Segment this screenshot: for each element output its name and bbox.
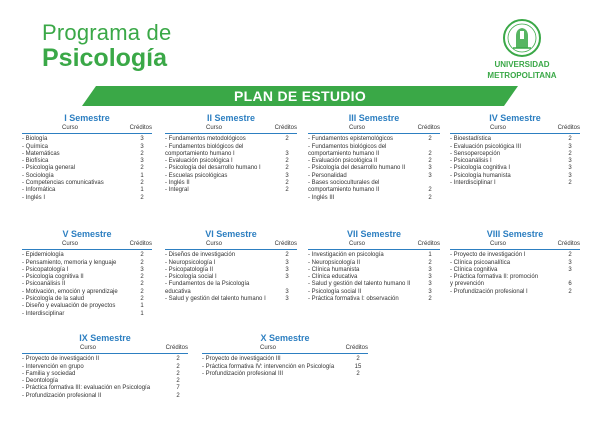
- course-name: - Fundamentos de la Psicología: [165, 281, 250, 288]
- semester-2: [165, 113, 297, 195]
- course-credits: 3: [428, 281, 432, 288]
- course-row: [308, 274, 440, 281]
- credits-col-header: Créditos: [417, 241, 440, 247]
- course-credits: 6: [568, 281, 572, 288]
- course-row: [22, 151, 152, 158]
- course-credits: 3: [140, 158, 144, 165]
- course-row: [202, 364, 368, 371]
- course-name: - Evaluación psicológica II: [308, 158, 378, 165]
- course-name: - Práctica formativa IV: intervención en Psicología: [202, 363, 335, 370]
- course-row: [22, 385, 188, 392]
- course-row: [22, 274, 152, 281]
- course-row: [22, 393, 188, 400]
- course-name: - Diseños de investigación: [165, 252, 236, 259]
- course-row: [308, 165, 440, 172]
- university-seal-icon: [502, 18, 542, 58]
- course-credits: 7: [176, 385, 180, 392]
- course-row: [22, 311, 152, 318]
- course-row: [165, 165, 297, 172]
- course-credits: 2: [285, 136, 289, 143]
- course-row: [450, 173, 580, 180]
- logo-text-line1: UNIVERSIDAD: [494, 60, 550, 69]
- semester-header: [202, 345, 368, 354]
- course-name: - Investigación en psicología: [308, 252, 384, 259]
- course-name: - Clínica educativa: [308, 274, 358, 281]
- course-name: - Bases socioculturales del: [308, 180, 380, 187]
- course-row: [22, 356, 188, 363]
- course-credits: 2: [285, 180, 289, 187]
- course-credits: 3: [428, 172, 432, 179]
- course-credits: 3: [568, 259, 572, 266]
- course-name: - Psicopatología I: [22, 266, 69, 273]
- semester-header: [22, 241, 152, 250]
- course-credits: 2: [176, 356, 180, 363]
- course-name: - Psicología cognitiva I: [450, 165, 511, 172]
- course-name: y prevención: [450, 281, 485, 288]
- course-credits: 2: [140, 274, 144, 281]
- course-credits: 2: [428, 259, 432, 266]
- course-list: [450, 252, 580, 296]
- course-credits: [420, 180, 440, 187]
- course-credits: 3: [568, 165, 572, 172]
- course-credits: [277, 144, 297, 151]
- course-name: - Personalidad: [308, 172, 347, 179]
- course-name: - Sociología: [22, 172, 54, 179]
- course-row: [450, 151, 580, 158]
- course-row: [22, 173, 152, 180]
- course-name: - Clínica cognitiva: [450, 266, 498, 273]
- course-row: [450, 165, 580, 172]
- course-row: [450, 180, 580, 187]
- course-row: [165, 252, 297, 259]
- course-credits: 15: [354, 363, 362, 370]
- course-credits: [277, 281, 297, 288]
- credits-col-header: Créditos: [274, 125, 297, 131]
- course-row: [22, 180, 152, 187]
- course-col-header: Curso: [259, 345, 276, 351]
- course-credits: 2: [356, 356, 360, 363]
- course-name: comportamiento humano II: [308, 150, 380, 157]
- semester-5: [22, 229, 152, 318]
- course-row: [22, 195, 152, 202]
- course-credits: 2: [428, 194, 432, 201]
- course-col-header: Curso: [205, 241, 222, 247]
- course-credits: 1: [140, 310, 144, 317]
- semester-7: [308, 229, 440, 303]
- course-name: - Práctica formativa III: evaluación en Psicología: [22, 385, 151, 392]
- course-row: [308, 187, 440, 194]
- course-row: [165, 173, 297, 180]
- course-name: - Interdisciplinar: [22, 310, 65, 317]
- course-name: - Proyecto de investigación III: [202, 356, 281, 363]
- course-name: - Proyecto de investigación II: [22, 356, 100, 363]
- course-name: comportamiento humano I: [165, 150, 235, 157]
- course-name: comportamiento humano II: [308, 187, 380, 194]
- course-name: - Psicología social II: [308, 288, 362, 295]
- course-row: [308, 158, 440, 165]
- course-name: - Práctica formativa I: observación: [308, 296, 399, 303]
- course-credits: 3: [428, 274, 432, 281]
- course-list: [308, 252, 440, 303]
- course-credits: 3: [285, 266, 289, 273]
- course-row: [308, 267, 440, 274]
- course-credits: 1: [140, 187, 144, 194]
- course-credits: 2: [568, 252, 572, 259]
- semester-header: [450, 125, 580, 134]
- course-row: [22, 378, 188, 385]
- course-row: [308, 289, 440, 296]
- semester-header: [22, 345, 188, 354]
- course-col-header: Curso: [61, 241, 78, 247]
- course-col-header: Curso: [205, 125, 222, 131]
- course-row: [308, 252, 440, 259]
- semester-header: [165, 125, 297, 134]
- course-credits: 2: [176, 378, 180, 385]
- course-credits: 2: [428, 187, 432, 194]
- course-name: - Psicopatología II: [165, 266, 214, 273]
- course-name: - Evaluación psicológica I: [165, 158, 233, 165]
- course-row: [450, 260, 580, 267]
- course-credits: 2: [176, 370, 180, 377]
- program-title-line1: Programa de: [42, 20, 172, 45]
- course-name: - Psicología general: [22, 165, 76, 172]
- course-name: - Profundización profesional I: [450, 288, 528, 295]
- course-list: [450, 136, 580, 187]
- course-row: [450, 281, 580, 288]
- course-credits: 3: [428, 288, 432, 295]
- course-col-header: Curso: [348, 125, 365, 131]
- course-name: - Sensopercepción: [450, 150, 501, 157]
- course-row: [450, 289, 580, 296]
- course-row: [165, 187, 297, 194]
- course-row: [165, 136, 297, 143]
- course-name: - Fundamentos epistemológicos: [308, 136, 394, 143]
- course-credits: 2: [140, 259, 144, 266]
- credits-col-header: Créditos: [417, 125, 440, 131]
- semester-header: [22, 125, 152, 134]
- course-name: - Psicología humanista: [450, 172, 511, 179]
- course-name: - Profundización profesional II: [22, 392, 102, 399]
- course-row: [308, 195, 440, 202]
- course-credits: 2: [568, 136, 572, 143]
- course-credits: 3: [285, 288, 289, 295]
- course-row: [202, 371, 368, 378]
- credits-col-header: Créditos: [274, 241, 297, 247]
- course-row: [165, 267, 297, 274]
- course-row: [308, 173, 440, 180]
- course-name: - Psicología del desarrollo humano I: [165, 165, 261, 172]
- course-name: - Deontología: [22, 378, 59, 385]
- course-name: - Bioestadística: [450, 136, 492, 143]
- semester-title: VII Semestre: [346, 229, 402, 239]
- course-name: - Evaluación psicológica III: [450, 143, 522, 150]
- course-row: [165, 180, 297, 187]
- course-name: - Psicoanálisis II: [22, 281, 66, 288]
- program-title-line2: Psicología: [42, 44, 168, 72]
- semester-title: VI Semestre: [205, 229, 257, 239]
- course-row: [22, 260, 152, 267]
- course-list: [202, 356, 368, 378]
- course-credits: 2: [140, 252, 144, 259]
- course-row: [22, 136, 152, 143]
- course-col-header: Curso: [489, 125, 506, 131]
- credits-col-header: Créditos: [557, 241, 580, 247]
- course-name: - Psicología cognitiva II: [22, 274, 84, 281]
- course-credits: 3: [568, 158, 572, 165]
- course-credits: 2: [285, 187, 289, 194]
- course-list: [165, 252, 297, 303]
- course-row: [450, 274, 580, 281]
- course-name: - Fundamentos biológicos del: [165, 143, 244, 150]
- course-row: [165, 274, 297, 281]
- course-credits: 2: [140, 296, 144, 303]
- course-credits: 3: [285, 296, 289, 303]
- course-credits: 2: [568, 180, 572, 187]
- course-col-header: Curso: [489, 241, 506, 247]
- course-row: [165, 151, 297, 158]
- course-credits: 3: [568, 143, 572, 150]
- course-row: [450, 136, 580, 143]
- credits-col-header: Créditos: [165, 345, 188, 351]
- credits-col-header: Créditos: [129, 241, 152, 247]
- credits-col-header: Créditos: [129, 125, 152, 131]
- course-list: [165, 136, 297, 194]
- course-name: - Química: [22, 143, 49, 150]
- semester-10: [202, 333, 368, 378]
- course-name: - Epidemiología: [22, 252, 64, 259]
- course-list: [22, 136, 152, 202]
- course-row: [450, 158, 580, 165]
- course-row: [308, 260, 440, 267]
- course-credits: 3: [140, 136, 144, 143]
- course-name: - Proyecto de investigación I: [450, 252, 526, 259]
- course-row: [450, 144, 580, 151]
- course-row: [308, 136, 440, 143]
- course-credits: [560, 274, 580, 281]
- course-credits: 3: [568, 266, 572, 273]
- course-credits: 2: [356, 370, 360, 377]
- course-name: - Matemáticas: [22, 150, 60, 157]
- semester-6: [165, 229, 297, 303]
- course-row: [308, 281, 440, 288]
- semester-title: II Semestre: [206, 113, 256, 123]
- logo-text-line2: METROPOLITANA: [487, 71, 557, 80]
- course-name: - Profundización profesional III: [202, 370, 284, 377]
- course-name: - Biofísica: [22, 158, 49, 165]
- course-credits: 2: [140, 288, 144, 295]
- course-row: [308, 151, 440, 158]
- course-row: [308, 180, 440, 187]
- course-row: [165, 289, 297, 296]
- course-credits: 2: [428, 150, 432, 157]
- course-credits: 2: [428, 158, 432, 165]
- course-row: [22, 303, 152, 310]
- course-row: [22, 364, 188, 371]
- course-row: [22, 289, 152, 296]
- course-credits: 3: [428, 165, 432, 172]
- course-name: - Clínica psicoanalítica: [450, 259, 511, 266]
- course-credits: 1: [428, 252, 432, 259]
- course-credits: 2: [176, 363, 180, 370]
- course-credits: 2: [285, 252, 289, 259]
- course-name: - Inglés I: [22, 194, 46, 201]
- course-credits: [420, 144, 440, 151]
- course-name: - Competencias comunicativas: [22, 180, 104, 187]
- course-credits: 2: [428, 296, 432, 303]
- semester-8: [450, 229, 580, 296]
- semester-1: [22, 113, 152, 202]
- course-row: [308, 144, 440, 151]
- course-col-header: Curso: [79, 345, 96, 351]
- course-name: - Salud y gestión del talento humano II: [308, 281, 411, 288]
- course-row: [22, 267, 152, 274]
- course-credits: 2: [176, 392, 180, 399]
- course-name: - Fundamentos metodológicos: [165, 136, 246, 143]
- course-name: - Fundamentos biológicos del: [308, 143, 387, 150]
- course-credits: 2: [140, 165, 144, 172]
- course-credits: 2: [140, 281, 144, 288]
- course-row: [22, 158, 152, 165]
- course-row: [165, 158, 297, 165]
- semester-title: I Semestre: [64, 113, 110, 123]
- course-col-header: Curso: [348, 241, 365, 247]
- course-name: - Psicología de la salud: [22, 296, 85, 303]
- course-credits: 2: [140, 180, 144, 187]
- course-name: - Diseño y evaluación de proyectos: [22, 303, 116, 310]
- course-row: [450, 267, 580, 274]
- course-name: - Biología: [22, 136, 48, 143]
- credits-col-header: Créditos: [345, 345, 368, 351]
- university-logo: [480, 18, 564, 80]
- course-credits: 2: [568, 150, 572, 157]
- semester-title: X Semestre: [260, 333, 310, 343]
- course-name: - Informática: [22, 187, 56, 194]
- course-name: - Salud y gestión del talento humano I: [165, 296, 266, 303]
- course-name: - Motivación, emoción y aprendizaje: [22, 288, 118, 295]
- course-name: - Neuropsicología I: [165, 259, 216, 266]
- course-name: - Práctica formativa II: promoción: [450, 274, 539, 281]
- course-credits: 3: [428, 266, 432, 273]
- semester-header: [308, 241, 440, 250]
- course-name: - Escuelas psicológicas: [165, 172, 228, 179]
- course-row: [165, 144, 297, 151]
- course-row: [165, 296, 297, 303]
- plan-banner: [82, 86, 518, 106]
- credits-col-header: Créditos: [557, 125, 580, 131]
- semester-title: VIII Semestre: [486, 229, 544, 239]
- course-row: [22, 296, 152, 303]
- course-row: [22, 165, 152, 172]
- course-row: [22, 187, 152, 194]
- course-row: [450, 252, 580, 259]
- course-credits: 3: [285, 274, 289, 281]
- semester-header: [308, 125, 440, 134]
- course-name: - Interdisciplinar I: [450, 180, 496, 187]
- course-credits: 1: [140, 303, 144, 310]
- course-list: [308, 136, 440, 202]
- course-row: [22, 281, 152, 288]
- semester-title: III Semestre: [348, 113, 400, 123]
- course-credits: 2: [285, 165, 289, 172]
- course-list: [22, 252, 152, 318]
- course-name: - Inglés III: [308, 194, 335, 201]
- course-name: - Clínica humanista: [308, 266, 360, 273]
- course-credits: 3: [285, 150, 289, 157]
- course-credits: 1: [140, 172, 144, 179]
- course-credits: 3: [568, 172, 572, 179]
- course-credits: 3: [285, 172, 289, 179]
- course-row: [308, 296, 440, 303]
- semester-title: V Semestre: [62, 229, 112, 239]
- course-credits: 2: [285, 158, 289, 165]
- course-name: - Psicología social I: [165, 274, 217, 281]
- course-name: educativa: [165, 288, 191, 295]
- semester-9: [22, 333, 188, 400]
- course-row: [165, 281, 297, 288]
- course-credits: 2: [140, 194, 144, 201]
- course-name: - Intervención en grupo: [22, 363, 84, 370]
- course-col-header: Curso: [61, 125, 78, 131]
- course-name: - Neuropsicología II: [308, 259, 361, 266]
- course-name: - Inglés II: [165, 180, 190, 187]
- course-row: [165, 260, 297, 267]
- semester-title: IV Semestre: [489, 113, 541, 123]
- course-name: - Psicología del desarrollo humano II: [308, 165, 406, 172]
- semester-4: [450, 113, 580, 187]
- course-row: [202, 356, 368, 363]
- semester-header: [165, 241, 297, 250]
- course-credits: 3: [140, 143, 144, 150]
- course-row: [22, 371, 188, 378]
- banner-title: PLAN DE ESTUDIO: [233, 88, 367, 104]
- course-credits: 2: [140, 150, 144, 157]
- semester-header: [450, 241, 580, 250]
- course-credits: 3: [140, 266, 144, 273]
- course-credits: 3: [285, 259, 289, 266]
- course-name: - Familia y sociedad: [22, 370, 76, 377]
- course-row: [22, 252, 152, 259]
- course-credits: 2: [428, 136, 432, 143]
- course-list: [22, 356, 188, 400]
- course-name: - Integral: [165, 187, 189, 194]
- semester-3: [308, 113, 440, 202]
- semester-title: IX Semestre: [79, 333, 131, 343]
- course-name: - Pensamiento, memoria y lenguaje: [22, 259, 117, 266]
- course-name: - Psicoanálisis I: [450, 158, 492, 165]
- course-row: [22, 144, 152, 151]
- course-credits: 2: [568, 288, 572, 295]
